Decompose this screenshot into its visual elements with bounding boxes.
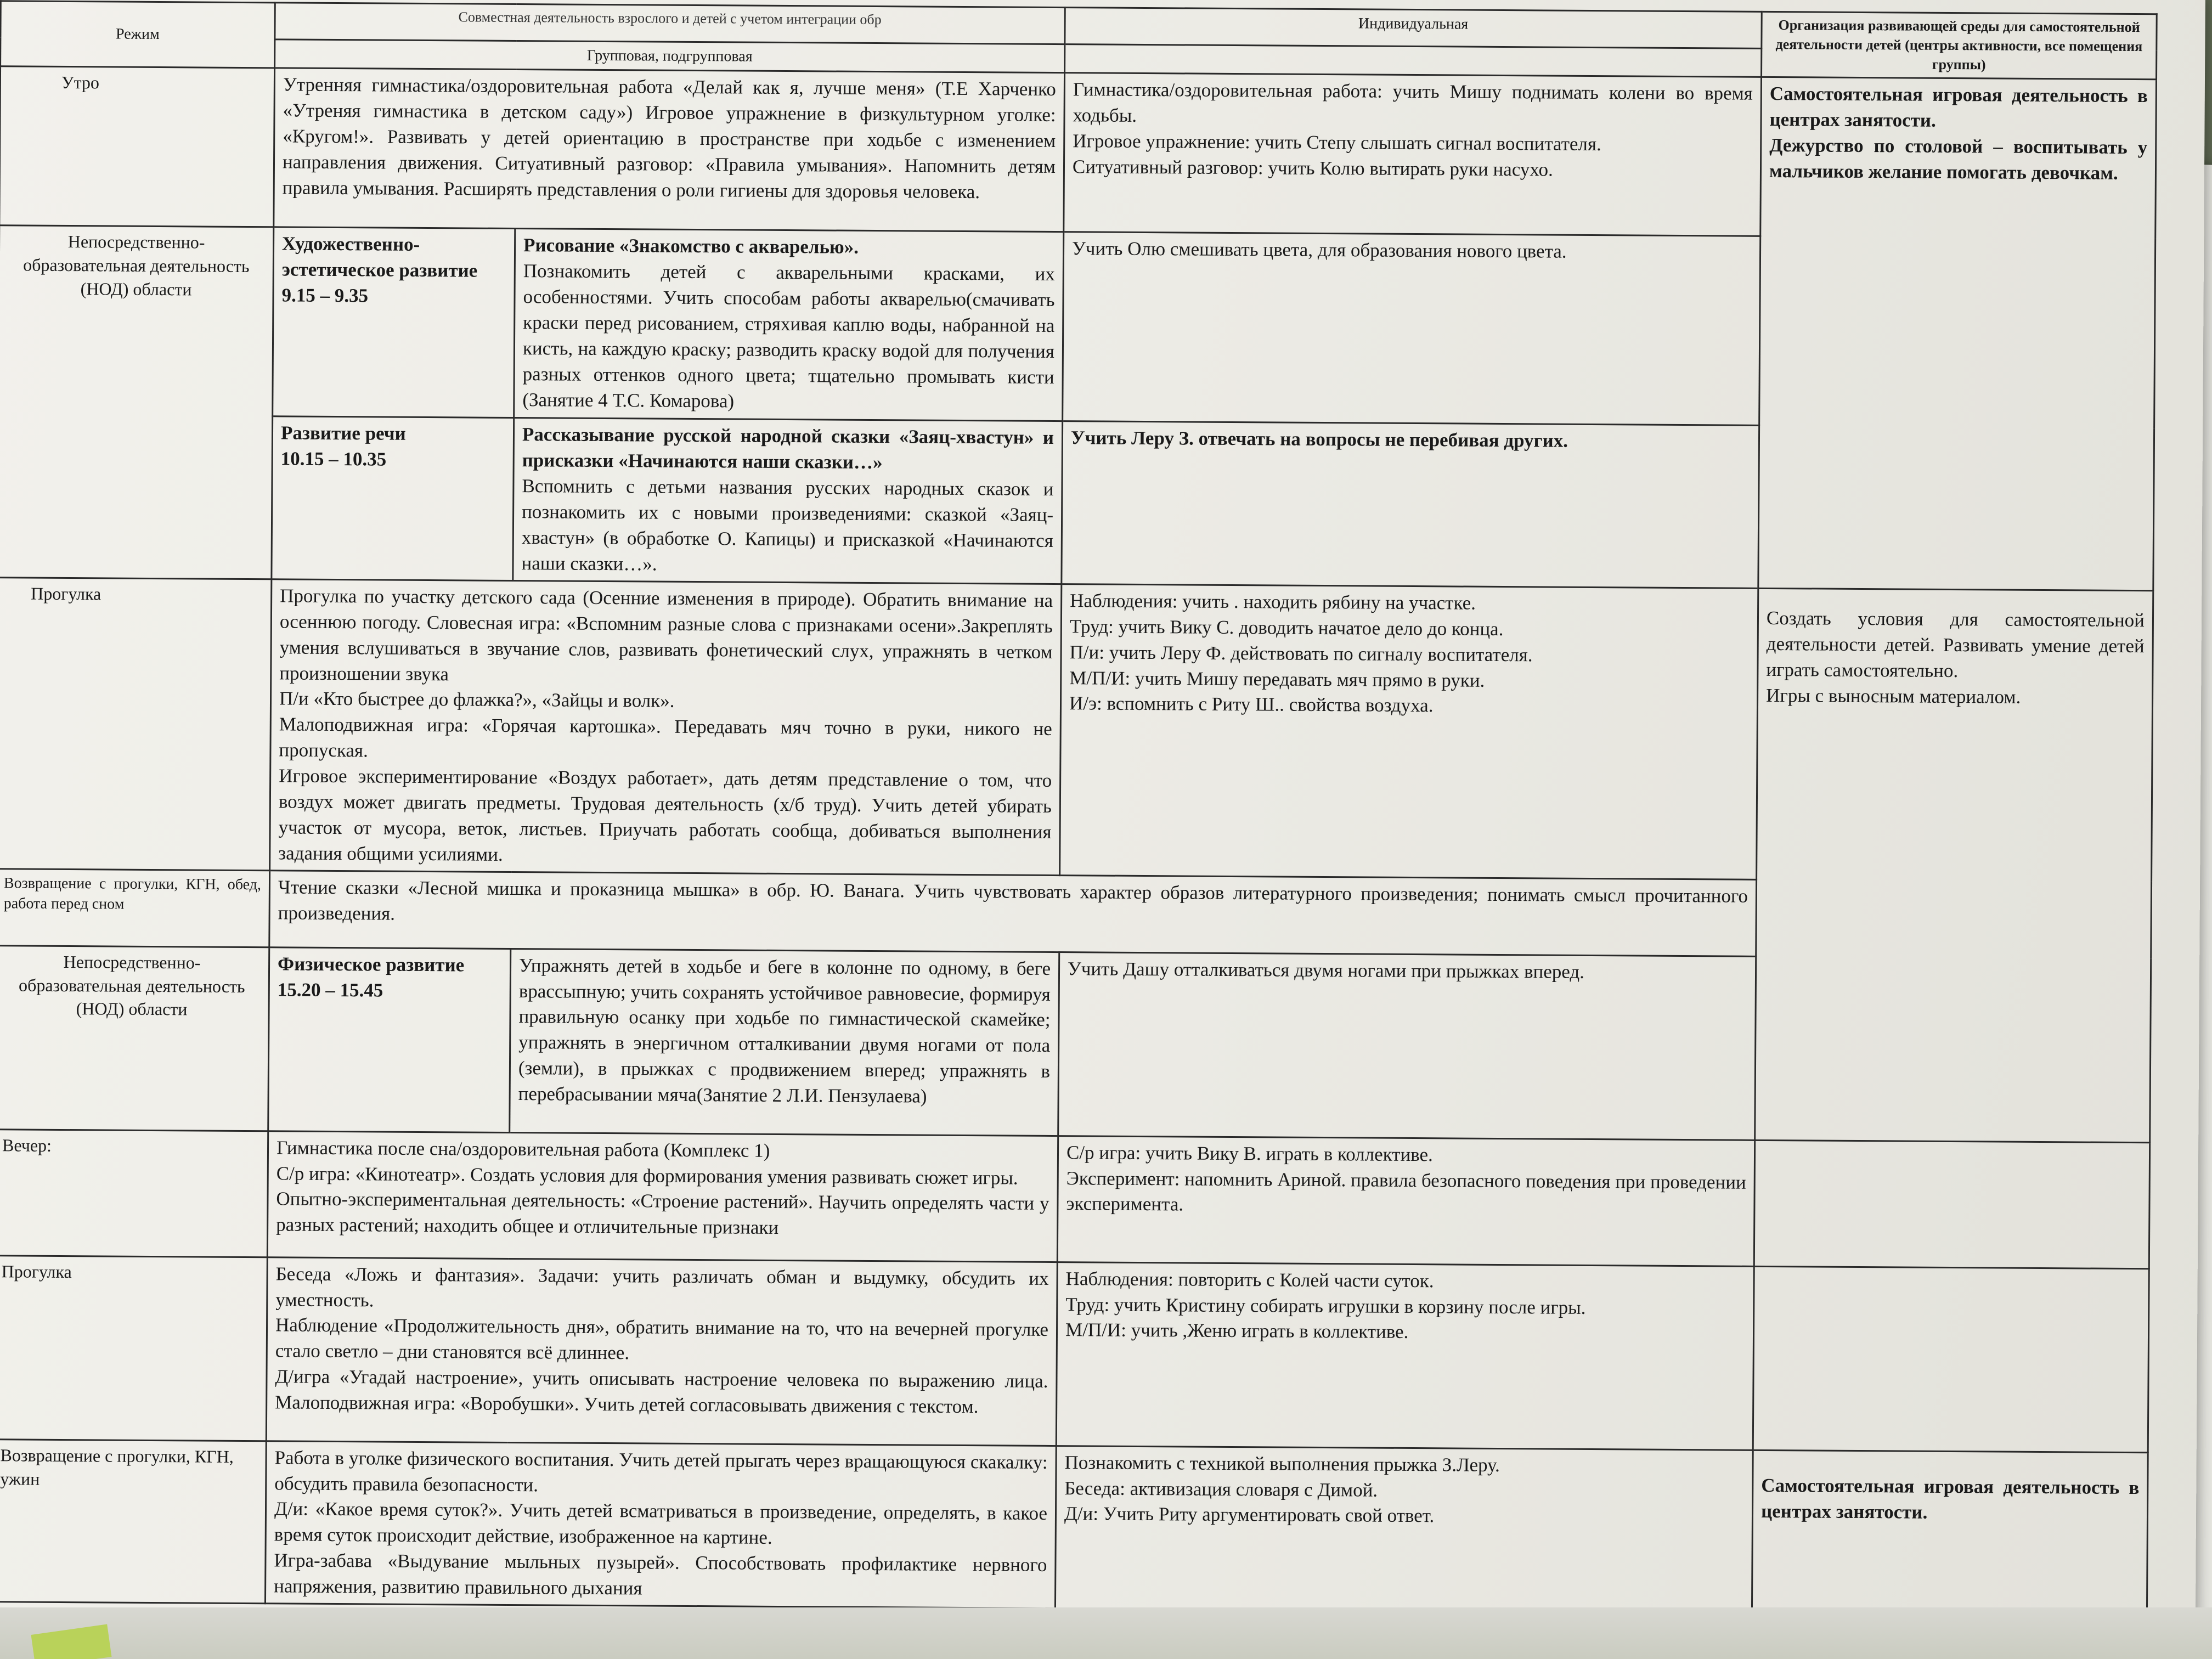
table-row-return-2 [0,1439,2148,1615]
morning-group: Утренняя гимнастика/оздоровительная работа «Делай как я, лучше меня» (Т.Е Харченко «Утреняя гимнастика в детском саду») Игровое упражнение в физкультурном уголке: «Кругом!». Развивать у детей ориентацию в пространстве при ходьбе с изменением направления движения. Ситуативный разговор: «Правила умывания». Напомнить детям правила умывания. Расширять представления о роли гигиены для здоровья человека. [274,68,1065,232]
walk-2-environment [1753,1266,2149,1452]
desk-edge [0,1607,2212,1659]
table-row-evening [0,1129,2150,1268]
regime-walk-1: Прогулка [0,578,272,871]
return-1-text: Чтение сказки «Лесной мишка и проказница мышка» в обр. Ю. Ванага. Учить чувствовать характер образов литературного произведения; понимать смысл прочитанного произведения. [269,870,1757,956]
regime-walk-2: Прогулка [0,1255,267,1441]
walk-1-group: Прогулка по участку детского сада (Осенние изменения в природе). Обратить внимание на осеннюю погоду. Словесная игра: «Вспомним разные слова с признаками осени».Закреплять умения вслушиваться в звучание слов, развивать фонетический слух, упражнять в четком произношении звука П/и «Кто быстрее до флажка?», «Зайцы и волк». Малоподвижная игра: «Горячая картошка». Передавать мяч точно в руки, никого не пропуская. Игровое экспериментирование «Воздух работает», дать детям представление о том, что воздух может двигать предметы. Трудовая деятельность (х/б труд). Учить детей убирать участок от мусора, веток, листьев. Приучать работать сообща, добиваться выполнения задания общими усилиями. [270,579,1062,876]
nod-art-content: Рисование «Знакомство с акварелью». Познакомить детей с акварельными красками, их особенностями. Учить способам работы акварелью(смачивать краски перед рисованием, стряхивая каплю воды, набранной на кисть, на каждую краску; разводить краску водой для получения разных оттенков одного цвета; тщательно промывать кисти (Занятие 4 Т.С. Комарова) [514,229,1064,421]
table-row-walk-1 [0,578,2153,882]
return-2-group: Работа в уголке физического воспитания. Учить детей прыгать через вращающуюся скакалку: обсудить правила безопасности. Д/и: «Какое время суток?». Учить детей всматриваться в произведение, определять, в какое время суток происходит действие, изображенное на картине. Игра-забава «Выдувание мыльных пузырей». Способствовать профилактике нервного напряжения, развитию правильного дыхания [265,1441,1056,1608]
header-regime: Режим [1,1,275,69]
header-group: Групповая, подгрупповая [275,40,1065,73]
return-2-environment: Самостоятельная игровая деятельность в центрах занятости. [1752,1450,2148,1615]
green-paper-corner [31,1624,112,1659]
morning-environment: Самостоятельная игровая деятельность в центрах занятости. Дежурство по столовой – воспитывать у мальчиков желание помогать девочкам. [1758,77,2157,591]
evening-environment [1754,1140,2149,1268]
nod-physical-individual: Учить Дашу отталкиваться двумя ногами при прыжках вперед. [1058,952,1756,1140]
header-environment: Организация развивающей среды для самостоятельной деятельности детей (центры активности, все помещения группы) [1762,12,2157,80]
nod-physical-area: Физическое развитие 15.20 – 15.45 [268,947,511,1132]
morning-individual: Гимнастика/оздоровительная работа: учить Мишу поднимать колени во время ходьбы. Игровое упражнение: учить Степу слышать сигнал воспитателя. Ситуативный разговор: учить Колю вытирать руки насухо. [1064,73,1762,236]
regime-evening: Вечер: [0,1129,268,1257]
header-individual: Индивидуальная [1065,8,1762,49]
nod-art-area: Художественно-эстетическое развитие 9.15 – 9.35 [273,227,515,418]
nod-speech-individual: Учить Леру З. отвечать на вопросы не перебивая других. [1062,421,1759,588]
regime-nod-1: Непосредственно-образовательная деятельность (НОД) области [0,225,274,579]
table-row-morning [0,66,2157,239]
header-caption: Совместная деятельность взрослого и детей с учетом интеграции обр [275,3,1065,44]
nod-speech-area: Развитие речи 10.15 – 10.35 [272,416,514,580]
table-row-walk-2 [0,1255,2149,1452]
walk-2-individual: Наблюдения: повторить с Колей части суток. Труд: учить Кристину собирать игрушки в корзину после игры. М/П/И: учить ,Женю играть в коллективе. [1056,1262,1754,1450]
regime-return-1: Возвращение с прогулки, КГН, обед, работа перед сном [0,868,270,947]
regime-return-2: Возвращение с прогулки, КГН, ужин [0,1439,266,1603]
regime-nod-2: Непосредственно-образовательная деятельность (НОД) области [0,945,269,1131]
nod-art-individual: Учить Олю смешивать цвета, для образования нового цвета. [1063,232,1760,426]
evening-individual: С/р игра: учить Вику В. играть в коллективе. Эксперимент: напомнить Ариной. правила безопасного поведения при проведении эксперимента. [1057,1136,1754,1266]
return-2-individual: Познакомить с техникой выполнения прыжка З.Леру. Беседа: активизация словаря с Димой. Д/и: Учить Риту аргументировать свой ответ. [1055,1446,1753,1612]
header-spacer [1065,44,1762,77]
walk-1-individual: Наблюдения: учить . находить рябину на участке. Труд: учить Вику С. доводить начатое дело до конца. П/и: учить Леру Ф. действовать по сигналу воспитателя. М/П/И: учить Мишу передавать мяч прямо в руки. И/э: вспомнить с Риту Ш.. свойства воздуха. [1060,584,1758,879]
nod-speech-content: Рассказывание русской народной сказки «Заяц-хвастун» и присказки «Начинаются наши сказки…» Вспомнить с детьми названия русских народных сказок и познакомить их с новыми произведениями: сказкой «Заяц-хвастун» (в обработке О. Капицы) и присказкой «Начинаются наши сказки…». [513,418,1063,584]
walk-2-group: Беседа «Ложь и фантазия». Задачи: учить различать обман и выдумку, обсудить их уместность. Наблюдение «Продолжительность дня», обратить внимание на то, что на вечерней прогулке стало светло – дни становятся всё длиннее. Д/игра «Угадай настроение», учить описывать настроение человека по выражению лица. Малоподвижная игра: «Воробушки». Учить детей согласовывать движения с текстом. [266,1257,1057,1446]
evening-group: Гимнастика после сна/оздоровительная работа (Комплекс 1) С/р игра: «Кинотеатр». Создать условия для формирования умения развивать сюжет игры. Опытно-экспериментальная деятельность: «Строение растений». Научить определять части у разных растений; находить общее и отличительные признаки [267,1131,1058,1262]
walk-1-environment: Создать условия для самостоятельной деятельности детей. Развивать умение детей играть самостоятельно. Игры с выносным материалом. [1755,588,2153,1142]
regime-morning: Утро [0,66,275,227]
nod-physical-content: Упражнять детей в ходьбе и беге в колонне по одному, в беге врассыпную; учить сохранять устойчивое равновесие, формируя правильную осанку при ходьбе по гимнастической скамейке; упражнять в энергичном отталкивании двумя ногами от пола (земли), в прыжках с продвижением вперед; упражнять в перебрасывании мяча(Занятие 2 Л.И. Пензулаева) [510,949,1059,1136]
